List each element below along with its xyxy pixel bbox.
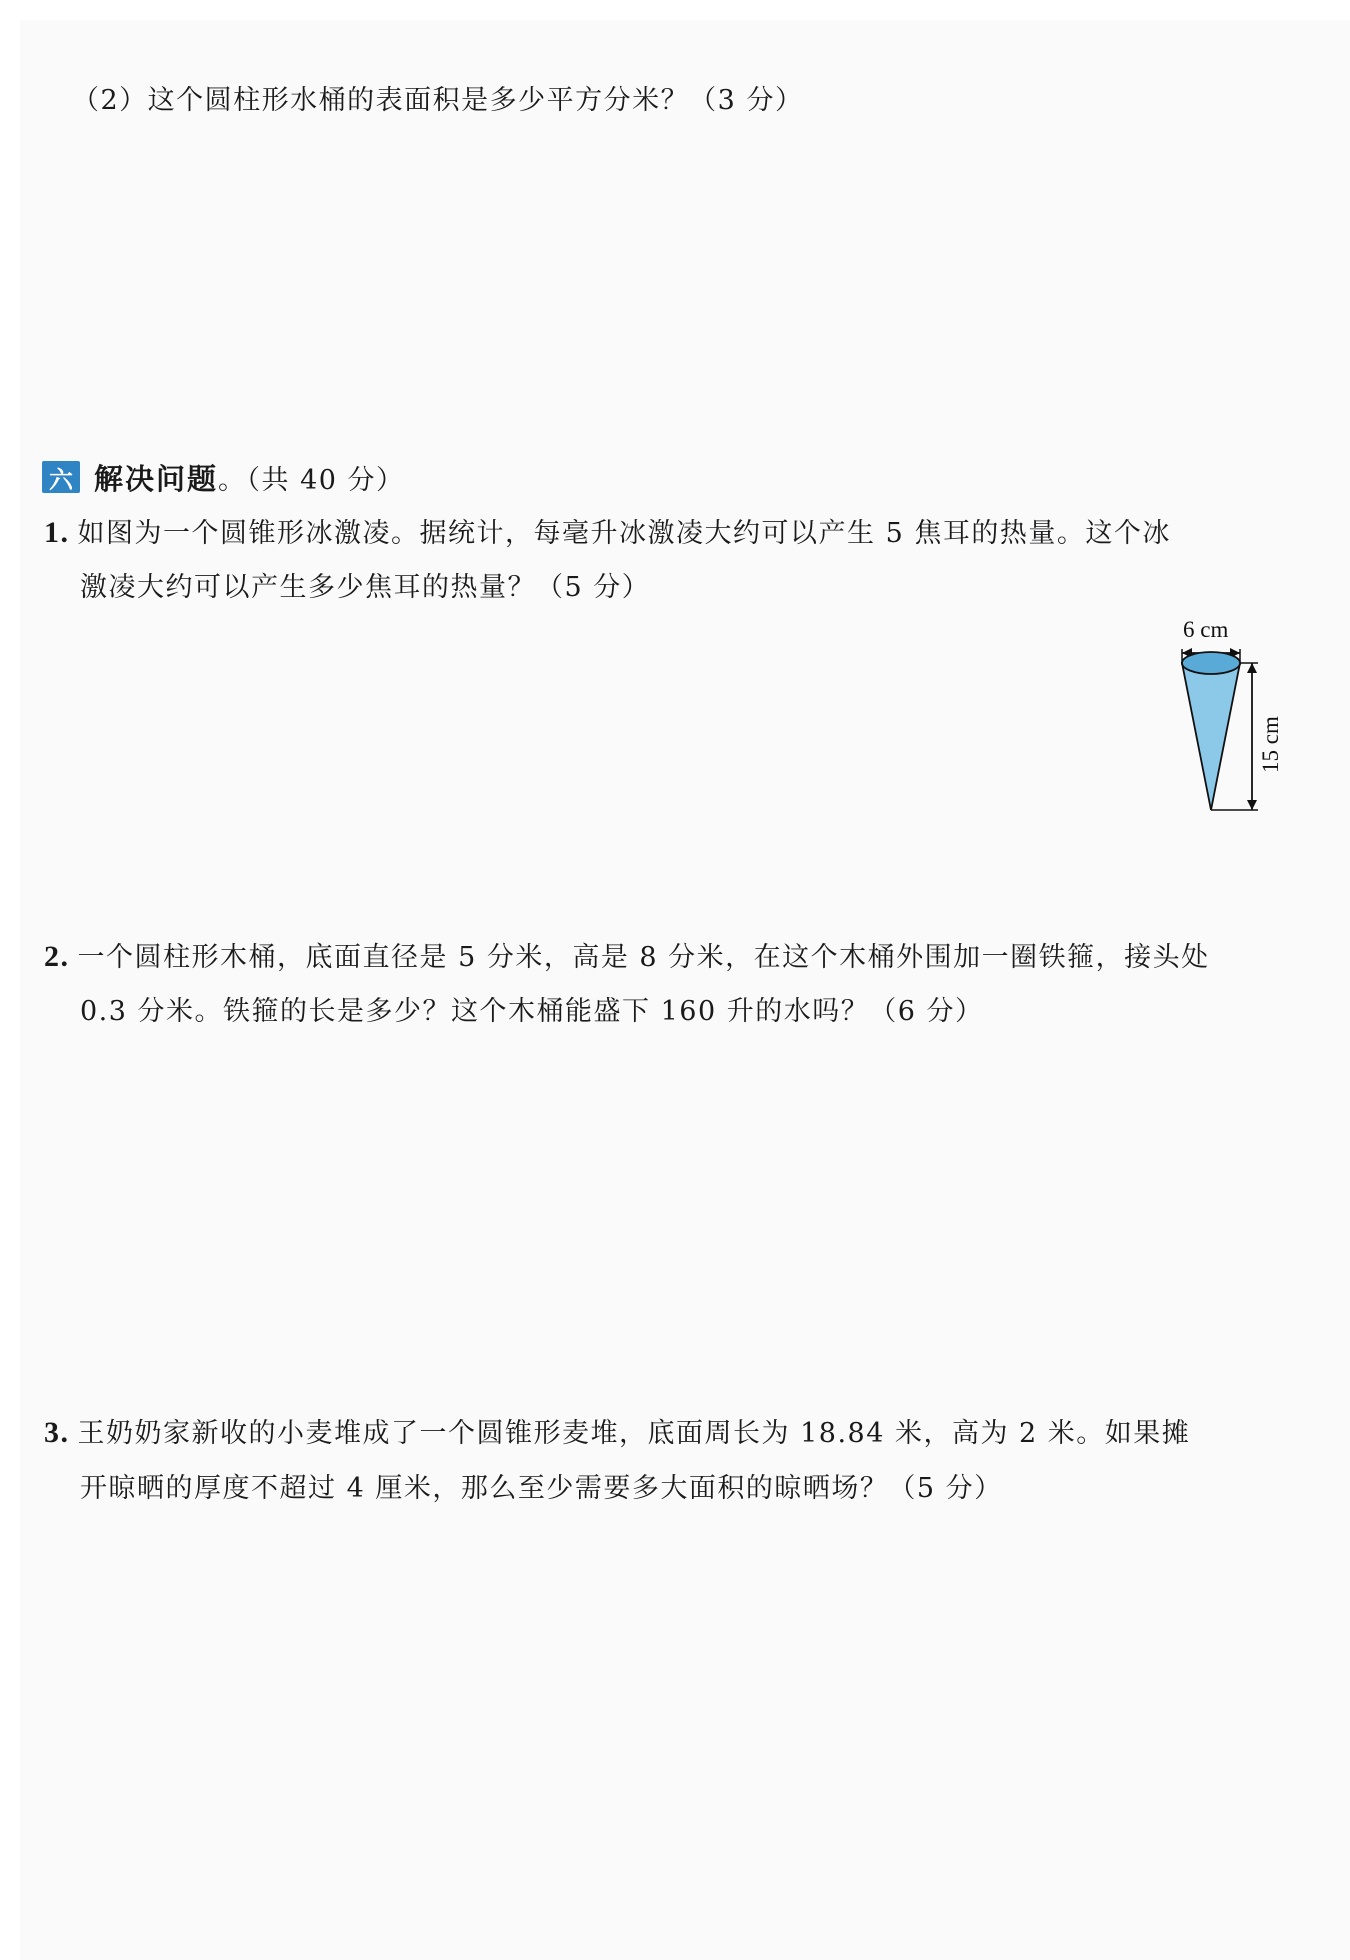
question-1-line-1: [44, 506, 1171, 561]
section-badge: 六: [42, 461, 80, 493]
question-1-text: 如图为一个圆锥形冰激凌。据统计，每毫升冰激凌大约可以产生 5 焦耳的热量。这个冰: [77, 518, 1171, 549]
question-2-line-2: 0.3 分米。铁箍的长是多少？这个木桶能盛下 160 升的水吗？（6 分）: [80, 996, 984, 1027]
question-3-line-1: [44, 1406, 1190, 1461]
height-arrow-top-head: [1247, 663, 1257, 673]
height-label: 15 cm: [1258, 716, 1283, 773]
sub-question-2: （2）这个圆柱形水桶的表面积是多少平方分米？（3 分）: [72, 85, 804, 116]
question-3-line-2: 开晾晒的厚度不超过 4 厘米，那么至少需要多大面积的晾晒场？（5 分）: [80, 1473, 1003, 1504]
cone-top-ellipse: [1182, 652, 1240, 674]
height-arrow-bottom-head: [1247, 800, 1257, 810]
section-score-note: 。（共 40 分）: [218, 464, 405, 496]
question-3-text: 王奶奶家新收的小麦堆成了一个圆锥形麦堆，底面周长为 18.84 米，高为 2 米。如果摊: [77, 1418, 1191, 1449]
section-title: 解决问题: [94, 461, 219, 496]
section-heading: [42, 452, 405, 502]
question-1-number: 1.: [44, 516, 70, 549]
ice-cream-cone-figure: [1168, 615, 1288, 825]
question-1-line-2: 激凌大约可以产生多少焦耳的热量？（5 分）: [80, 572, 651, 603]
cone-body: [1182, 663, 1240, 810]
question-2-text: 一个圆柱形木桶，底面直径是 5 分米，高是 8 分米，在这个木桶外围加一圈铁箍，接头处: [77, 942, 1210, 973]
question-2-number: 2.: [44, 940, 70, 973]
diameter-label: 6 cm: [1183, 617, 1229, 642]
question-2-line-1: [44, 930, 1210, 985]
question-3-number: 3.: [44, 1416, 70, 1449]
